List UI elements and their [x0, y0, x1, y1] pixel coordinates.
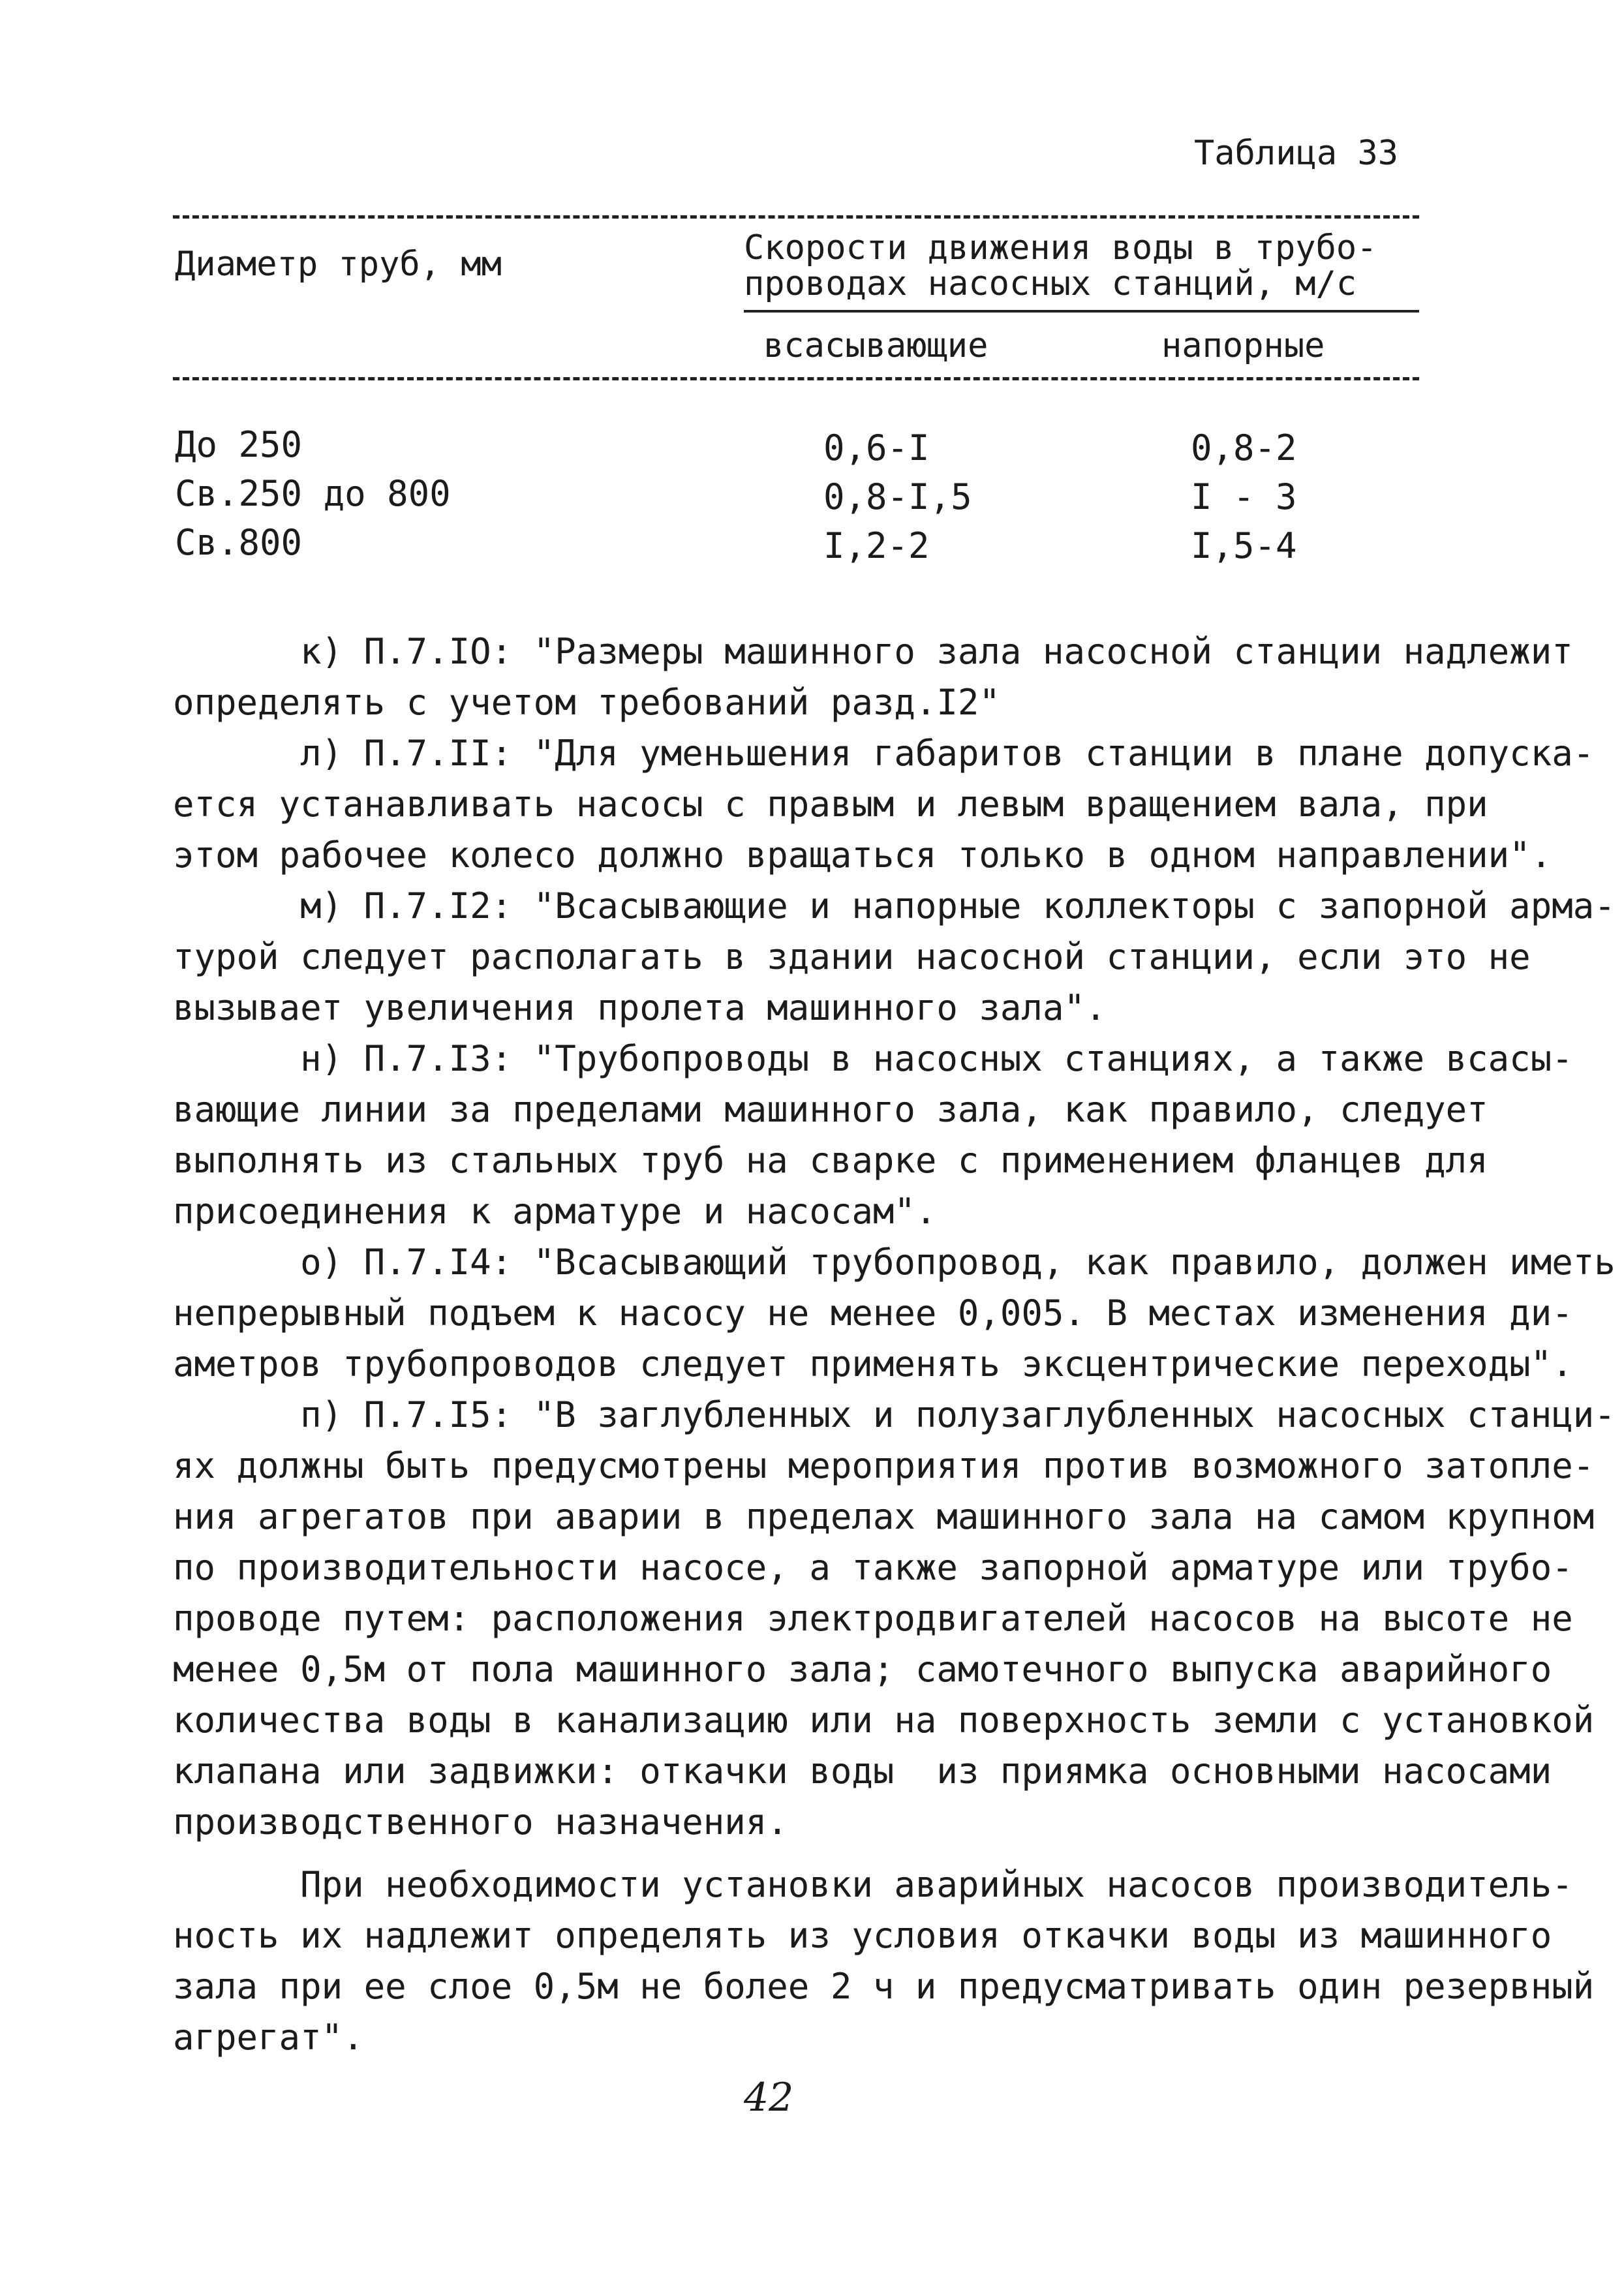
subheader-rule: [744, 310, 1419, 313]
line-10: вающие линии за пределами машинного зала, как правило, следует: [173, 1089, 1488, 1130]
line-12: присоединения к арматуре и насосам".: [173, 1191, 937, 1232]
line-17: ях должны быть предусмотрены мероприятия против возможного затопле-: [173, 1445, 1595, 1486]
line-6: м) П.7.I2: "Всасывающие и напорные коллекторы с запорной арма-: [173, 885, 1616, 926]
line-13: о) П.7.I4: "Всасывающий трубопровод, как правило, должен иметь: [173, 1242, 1616, 1283]
line-25: При необходимости установки аварийных насосов производитель-: [173, 1864, 1573, 1905]
page-number: 42: [744, 2075, 794, 2120]
row3-diameter: Св.800: [175, 522, 303, 563]
line-1: к) П.7.IO: "Размеры машинного зала насосной станции надлежит: [173, 631, 1573, 672]
table-top-rule: [173, 215, 1419, 219]
line-5: этом рабочее колесо должно вращаться только в одном направлении".: [173, 834, 1552, 876]
line-11: выполнять из стальных труб на сварке с применением фланцев для: [173, 1140, 1488, 1181]
line-26: ность их надлежит определять из условия откачки воды из машинного: [173, 1915, 1552, 1956]
row2-suction: 0,8-I,5: [823, 476, 972, 517]
line-8: вызывает увеличения пролета машинного зала".: [173, 987, 1107, 1028]
subheader-pressure: напорные: [1161, 326, 1325, 365]
row2-pressure: I - 3: [1191, 476, 1297, 517]
line-7: турой следует располагать в здании насосной станции, если это не: [173, 936, 1531, 977]
line-3: л) П.7.II: "Для уменьшения габаритов станции в плане допуска-: [173, 733, 1595, 774]
table-header-rule: [173, 377, 1419, 380]
line-4: ется устанавливать насосы с правым и левым вращением вала, при: [173, 784, 1488, 825]
table-caption: Таблица 33: [1194, 134, 1399, 173]
subheader-suction: всасывающие: [763, 326, 988, 365]
row3-pressure: I,5-4: [1191, 525, 1297, 566]
row1-pressure: 0,8-2: [1191, 427, 1297, 468]
col1-header: Диаметр труб, мм: [175, 245, 502, 284]
row2-diameter: Св.250 до 800: [175, 473, 451, 514]
line-18: ния агрегатов при аварии в пределах машинного зала на самом крупном: [173, 1496, 1595, 1537]
line-15: аметров трубопроводов следует применять эксцентрические переходы".: [173, 1343, 1573, 1384]
line-24: производственного назначения.: [173, 1801, 788, 1843]
line-28: агрегат".: [173, 2017, 364, 2058]
line-27: зала при ее слое 0,5м не более 2 ч и предусматривать один резервный: [173, 1966, 1595, 2007]
line-23: клапана или задвижки: откачки воды из приямка основными насосами: [173, 1751, 1552, 1792]
line-20: проводе путем: расположения электродвигателей насосов на высоте не: [173, 1598, 1573, 1639]
line-21: менее 0,5м от пола машинного зала; самотечного выпуска аварийного: [173, 1649, 1552, 1690]
row3-suction: I,2-2: [823, 525, 930, 566]
line-19: по производительности насосе, а также запорной арматуре или трубо-: [173, 1547, 1573, 1588]
line-2: определять с учетом требований разд.I2": [173, 682, 1000, 723]
line-9: н) П.7.I3: "Трубопроводы в насосных станциях, а также всасы-: [173, 1038, 1573, 1079]
line-14: непрерывный подъем к насосу не менее 0,005. В местах изменения ди-: [173, 1292, 1573, 1334]
row1-diameter: До 250: [175, 424, 303, 465]
col2-header-line2: проводах насосных станций, м/с: [744, 264, 1357, 303]
line-16: п) П.7.I5: "В заглубленных и полузаглубленных насосных станци-: [173, 1394, 1616, 1435]
col2-header-line1: Скорости движения воды в трубо-: [744, 228, 1377, 268]
row1-suction: 0,6-I: [823, 427, 930, 468]
line-22: количества воды в канализацию или на поверхность земли с установкой: [173, 1700, 1595, 1741]
